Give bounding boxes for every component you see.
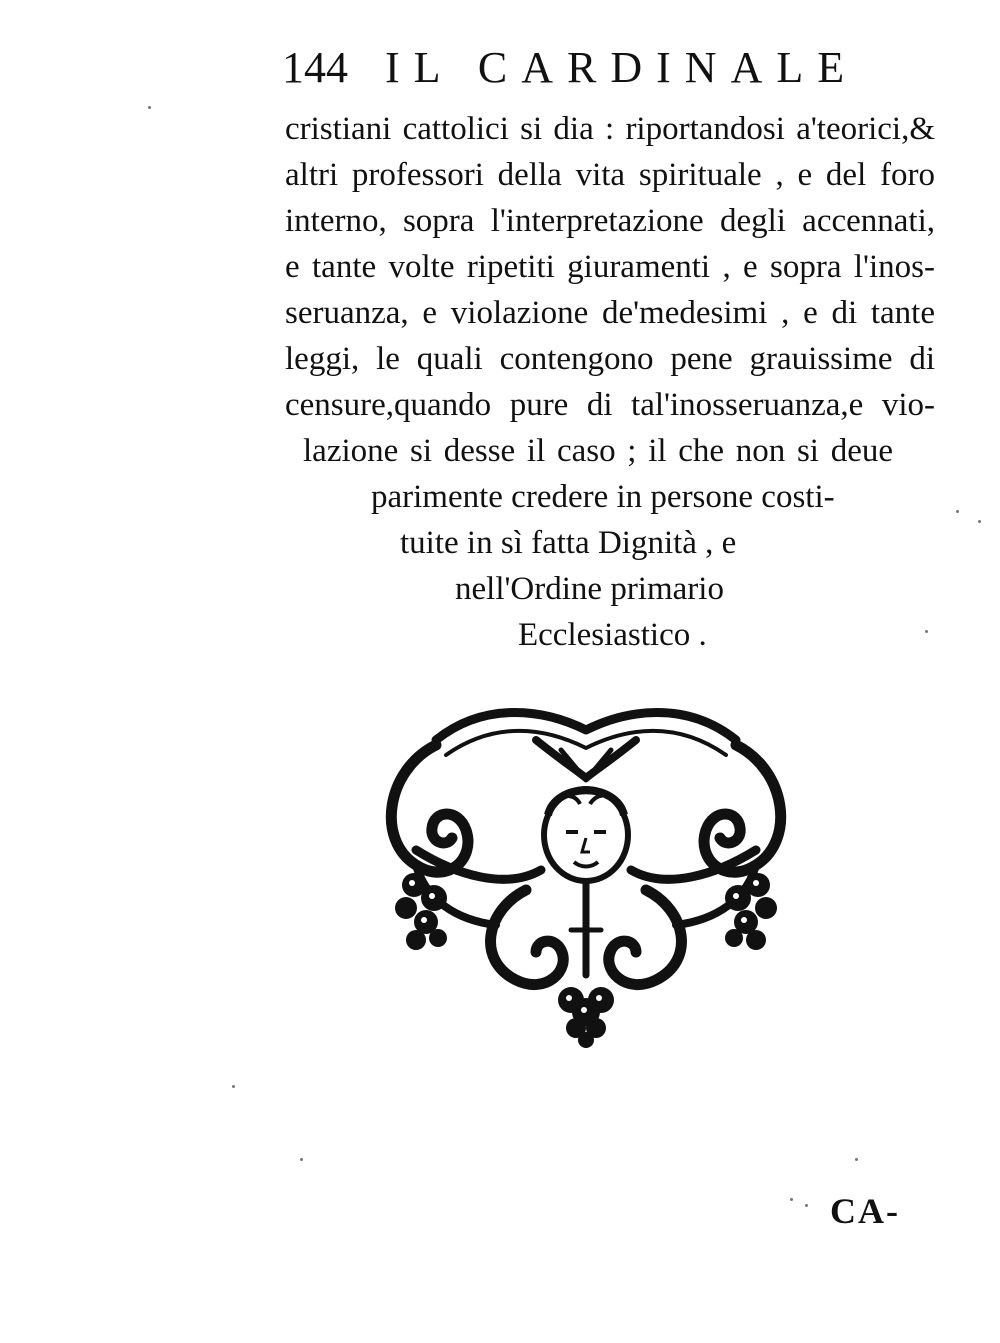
catchword: CA- <box>830 1191 900 1231</box>
body-text <box>285 106 935 658</box>
text-line: lazione si desse il caso ; il che non si deue <box>303 433 893 469</box>
paper-speck <box>978 520 981 523</box>
text-line: Ecclesiastico . <box>518 617 707 653</box>
text-line: seruanza, e violazione de'medesimi , e di tante <box>285 295 935 331</box>
paper-speck <box>148 106 151 109</box>
cherub-head-tailpiece-icon <box>376 700 796 1050</box>
running-title: IL CARDINALE <box>385 43 859 92</box>
paper-speck <box>925 630 928 633</box>
text-line: e tante volte ripetiti giuramenti , e sopra l'inos- <box>285 249 935 285</box>
text-line: censure,quando pure di tal'inosseruanza,e vio- <box>285 387 935 423</box>
paper-speck <box>956 510 959 513</box>
paper-speck <box>790 1198 793 1201</box>
paper-speck <box>232 1085 235 1088</box>
paper-speck <box>805 1204 808 1207</box>
text-line: interno, sopra l'interpretazione degli accennati, <box>285 203 935 239</box>
page-header <box>282 40 858 96</box>
text-line: leggi, le quali contengono pene grauissime di <box>285 341 935 377</box>
text-line: nell'Ordine primario <box>455 571 724 607</box>
paper-speck <box>855 1158 858 1161</box>
page-number: 144 <box>282 43 348 92</box>
paper-speck <box>300 1158 303 1161</box>
text-line: cristiani cattolici si dia : riportandosi a'teorici,& <box>285 111 935 147</box>
text-line: parimente credere in persone costi- <box>371 479 835 515</box>
text-line: altri professori della vita spirituale , e del foro <box>285 157 935 193</box>
text-line: tuite in sì fatta Dignità , e <box>400 525 737 561</box>
